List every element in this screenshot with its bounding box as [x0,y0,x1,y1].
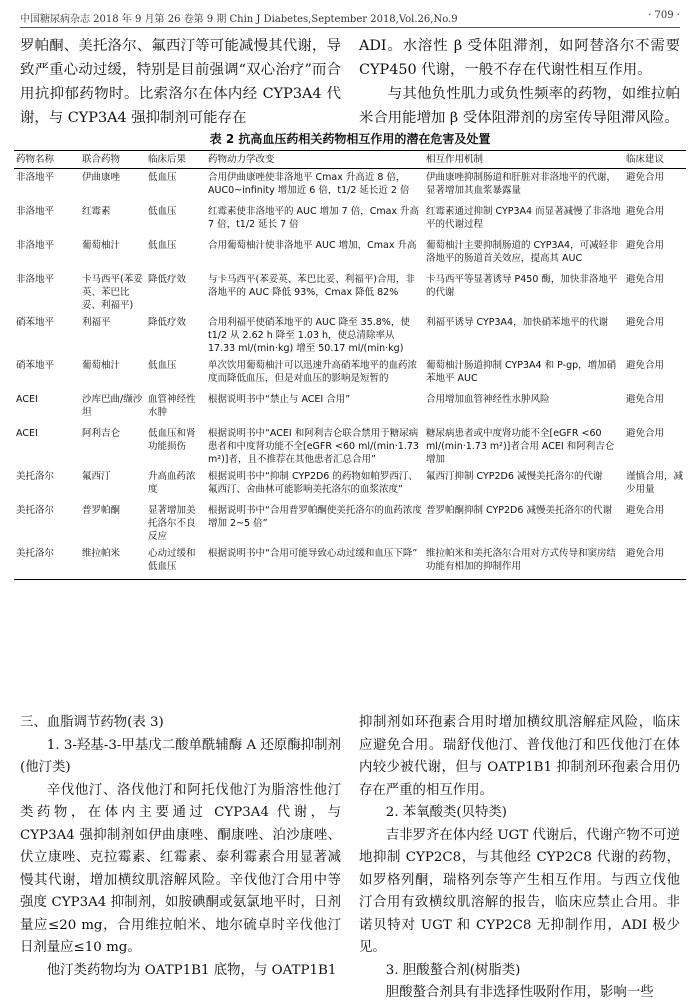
table-cell: 卡马西平(苯妥英、苯巴比妥、利福平) [82,274,143,311]
table-cell: 非洛地平 [16,172,55,183]
table-row [14,237,686,271]
table-cell: 根据说明书中“合用可能导致心动过缓和血压下降” [206,545,424,580]
table-cell: 根据说明书中“禁止与 ACEI 合用” [208,394,351,405]
top-right-para-1: ADI。水溶性 β 受体阻滞剂，如阿替洛尔不需要 CYP450 代谢，一般不存在代谢性相互作用。 [359,38,680,78]
table-row [14,468,686,502]
table-cell: 美托洛尔 [14,545,80,580]
table-body [14,169,686,580]
table-cell: 避免合用 [626,360,665,371]
table-cell: 低血压 [148,360,177,371]
table-row [14,271,686,314]
col-header: 药物动力学改变 [206,151,424,169]
section-heading: 三、血脂调节药物(表 3) [20,715,164,730]
running-header [20,10,680,24]
top-right-para-2: 与其他负性肌力或负性频率的药物，如维拉帕米合用能增加 β 受体阻滞剂的房室传导阻滞风险。 [359,86,680,126]
table-cell: 维拉帕米 [80,545,146,580]
table-cell: 合用葡萄柚汁使非洛地平 AUC 增加，Cmax 升高 [208,240,417,251]
table-cell: 阿利吉仑 [82,428,121,439]
body-paragraph: 吉非罗齐在体内经 UGT 代谢后，代谢产物不可逆地抑制 CYP2C8，与其他经 CYP2C8 代谢的药物，如罗格列酮，瑞格列奈等产生相互作用。与西立伐他汀合用有致横纹肌溶解的报告，临床应禁止合用。非诺贝特对 UGT 和 CYP2C8 无抑制作用，ADI 极少见。 [359,827,680,955]
top-columns [20,34,680,130]
table-cell: 避免合用 [626,206,665,217]
table-cell: 硝苯地平 [16,360,55,371]
table-cell: 单次饮用葡萄柚汁可以迅速升高硝苯地平的血药浓度而降低血压，但是对血压的影响是短暂的 [208,360,418,384]
table-cell: 普罗帕酮抑制 CYP2D6 减慢美托洛尔的代谢 [426,505,612,516]
header-rule [20,27,680,28]
table-cell: 糖尿病患者或中度肾功能不全[eGFR <60 ml/(min·1.73 m²)]者合用 ACEI 和阿利吉仑增加 [426,428,615,465]
table-cell: 葡萄柚汁 [82,360,121,371]
col-header: 联合药物 [80,151,146,169]
body-paragraph: 他汀类药物均为 OATP1B1 底物，与 OATP1B1 [46,962,337,978]
table-cell: 氟西汀抑制 CYP2D6 减慢美托洛尔的代谢 [426,471,603,482]
table-row [14,169,686,204]
interaction-table-wrap [14,150,686,580]
table-cell: 低血压 [148,172,177,183]
table-cell: 美托洛尔 [16,505,55,516]
subsection-heading: 2. 苯氧酸类(贝特类) [385,805,508,820]
table-cell: 心动过缓和低血压 [146,545,206,580]
page-number: · 709 · [648,10,680,21]
table-cell: 避免合用 [624,545,686,580]
table-cell: 根据说明书中“ACEI 和阿利吉仑联合禁用于糖尿病患者和中度肾功能不全[eGFR <60 ml/(min·1.73 m²)]者，且不推荐在其他患者汇总合用” [208,428,419,465]
table-cell: 避免合用 [626,317,665,328]
table-cell: 低血压 [148,240,177,251]
table-row [14,425,686,468]
table-row [14,391,686,425]
body-paragraph: 抑制剂如环孢素合用时增加横纹肌溶解症风险，临床应避免合用。瑞舒伐他汀、普伐他汀和匹伐他汀在体内较少被代谢，但与 OATP1B1 抑制剂环孢素合用仍存在严重的相互作用。 [359,715,680,798]
table-row [14,502,686,545]
table-cell: 合用利福平使硝苯地平的 AUC 降至 35.8%，使 t1/2 从 2.62 h 降至 1.03 h，使总清除率从 17.33 ml/(min·kg) 增至 50.17 ml/(min·kg) [208,317,410,354]
subsection-heading: 1. 3-羟基-3-甲基戊二酸单酰辅酶 A 还原酶抑制剂(他汀类) [20,737,341,775]
table-cell: 利福平 [82,317,111,328]
table-cell: ACEI [16,428,38,439]
table-cell: 降低疗效 [148,317,187,328]
subsection-heading: 3. 胆酸螯合剂(树脂类) [385,962,521,978]
table-cell: 美托洛尔 [16,471,55,482]
table-cell: 避免合用 [626,274,665,285]
table-header-row [14,151,686,169]
table-cell: 降低疗效 [148,274,187,285]
body-paragraph: 辛伐他汀、洛伐他汀和阿托伐他汀为脂溶性他汀类药物，在体内主要通过 CYP3A4 代谢，与 CYP3A4 强抑制剂如伊曲康唑、酮康唑、泊沙康唑、伏立康唑、克拉霉素、红霉素、泰利霉素合用显著减慢其代谢，增加横纹肌溶解风险。辛伐他汀合用中等强度 CYP3A4 抑制剂，如胺碘酮或氨氯地平时，日剂量应≤20 mg，合用维拉帕米、地尔硫卓时辛伐他汀日剂量应≤10 mg。 [20,782,341,955]
table-cell: 非洛地平 [16,240,55,251]
table-cell: 红霉素通过抑制 CYP3A4 而显著减慢了非洛地平的代谢过程 [426,206,621,230]
table-cell: ACEI [16,394,38,405]
top-right-column [359,34,680,130]
bottom-left-column [20,712,341,1005]
table-cell: 避免合用 [626,172,665,183]
table-cell: 沙库巴曲/缬沙坦 [82,394,143,418]
table-cell: 避免合用 [626,394,665,405]
table-cell: 避免合用 [626,240,665,251]
table-cell: 避免合用 [626,505,665,516]
table-cell: 根据说明书中“抑制 CYP2D6 的药物如帕罗西汀、氟西汀、舍曲林可能影响美托洛尔的血浆浓度” [208,471,418,495]
header-journal: 中国糖尿病杂志 2018 年 9 月第 26 卷第 9 期 Chin J Diabetes,September 2018,Vol.26,No.9 [20,14,458,25]
body-paragraph: 胆酸螯合剂具有非选择性吸附作用，影响一些 [385,985,654,1000]
table-cell: 利福平诱导 CYP3A4，加快硝苯地平的代谢 [426,317,609,328]
table-cell: 非洛地平 [16,206,55,217]
table-row [14,314,686,357]
table-row [14,545,686,580]
table-title: 表 2 抗高血压药相关药物相互作用的潜在危害及处置 [209,132,491,146]
table-cell: 红霉素 [82,206,111,217]
bottom-right-column [359,712,680,1005]
table-row [14,357,686,391]
table-cell: 血管神经性水肿 [148,394,196,418]
table-cell: 谨慎合用，减少用量 [626,471,684,495]
table-row [14,203,686,237]
table-cell: 低血压和肾功能损伤 [148,428,196,452]
table-cell: 升高血药浓度 [148,471,196,495]
table-cell: 葡萄柚汁主要抑制肠道的 CYP3A4，可减轻非洛地平的肠道首关效应，提高其 AUC [426,240,618,264]
table-cell: 红霉素使非洛地平的 AUC 增加 7 倍，Cmax 升高 7 倍，t1/2 延长 7 倍 [208,206,420,230]
table-cell: 维拉帕米和美托洛尔合用对方式传导和窦房结功能有相加的抑制作用 [424,545,624,580]
table-cell: 非洛地平 [16,274,55,285]
col-header: 临床建议 [624,151,686,169]
table-cell: 氟西汀 [82,471,111,482]
col-header: 临床后果 [146,151,206,169]
table-cell: 伊曲康唑 [82,172,121,183]
interaction-table [14,150,686,580]
table-cell: 避免合用 [626,428,665,439]
table-cell: 合用伊曲康唑使非洛地平 Cmax 升高近 8 倍，AUC0~infinity 增加近 6 倍，t1/2 延长近 2 倍 [208,172,410,196]
col-header: 相互作用机制 [424,151,624,169]
table-cell: 葡萄柚汁肠道抑制 CYP3A4 和 P-gp，增加硝苯地平 AUC [426,360,617,384]
table-cell: 卡马西平等显著诱导 P450 酶，加快非洛地平的代谢 [426,274,618,298]
table-cell: 低血压 [148,206,177,217]
table-cell: 与卡马西平(苯妥英、苯巴比妥、利福平)合用，非洛地平的 AUC 降低 93%，Cmax 降低 82% [208,274,415,298]
top-left-text: 罗帕酮、美托洛尔、氟西汀等可能减慢其代谢，导致严重心动过缓，特别是目前强调“双心治疗”而合用抗抑郁药物时。比索洛尔在体内经 CYP3A4 代谢，与 CYP3A4 强抑制剂可能存在 [20,38,341,126]
table-cell: 根据说明书中“合用普罗帕酮使美托洛尔的血药浓度增加 2~5 倍” [208,505,422,529]
col-header: 药物名称 [14,151,80,169]
table-cell: 普罗帕酮 [82,505,121,516]
top-left-column [20,34,341,130]
table-cell: 葡萄柚汁 [82,240,121,251]
table-cell: 硝苯地平 [16,317,55,328]
table-cell: 伊曲康唑抑制肠道和肝脏对非洛地平的代谢，显著增加其血浆暴露量 [426,172,617,196]
bottom-columns [20,712,680,1005]
table-cell: 合用增加血管神经性水肿风险 [426,394,550,405]
table-cell: 显著增加美托洛尔不良反应 [148,505,196,542]
